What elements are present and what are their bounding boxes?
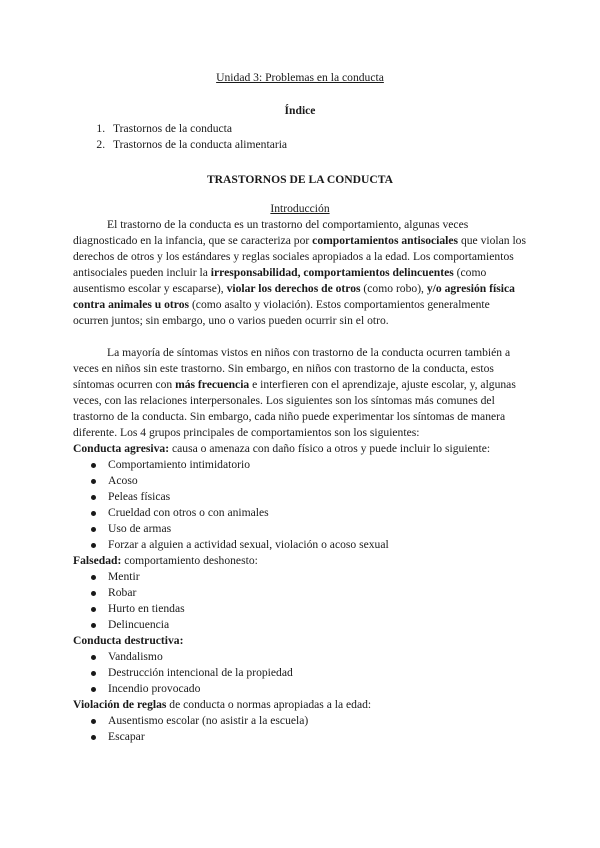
group-label: Conducta agresiva: xyxy=(73,442,170,455)
text-span: (como ausentismo escolar y escaparse), xyxy=(73,266,487,295)
list-item: Crueldad con otros o con animales xyxy=(108,505,527,521)
text-span: (como robo), xyxy=(360,282,427,295)
group-label: Violación de reglas xyxy=(73,698,167,711)
list-item: Delincuencia xyxy=(108,617,527,633)
list-item: Mentir xyxy=(108,569,527,585)
intro-paragraph xyxy=(73,217,527,329)
list-item: Escapar xyxy=(108,729,527,745)
bold-term: comportamientos antisociales xyxy=(312,234,459,247)
list-item: Comportamiento intimidatorio xyxy=(108,457,527,473)
text-span: El trastorno de la conducta es un trastorno del comportamiento, algunas veces diagnosticado en la infancia, que se caracteriza por xyxy=(73,218,469,247)
index-heading: Índice xyxy=(284,104,316,117)
list-item: Incendio provocado xyxy=(108,681,527,697)
bold-term: irresponsabilidad, comportamientos delincuentes xyxy=(210,266,454,279)
list-item: Acoso xyxy=(108,473,527,489)
list-item: Forzar a alguien a actividad sexual, violación o acoso sexual xyxy=(108,537,527,553)
symptoms-paragraph xyxy=(73,345,527,441)
text-span: (como asalto y violación). Estos comportamientos generalmente ocurren juntos; sin embargo, uno o varios pueden ocurrir sin el otro. xyxy=(73,298,490,327)
group-desc: comportamiento deshonesto: xyxy=(121,554,258,567)
intro-heading: Introducción xyxy=(270,202,330,215)
group-desc: causa o amenaza con daño físico a otros y puede incluir lo siguiente: xyxy=(169,442,491,455)
index-item: 1. Trastornos de la conducta xyxy=(108,121,527,137)
group-desc: de conducta o normas apropiadas a la edad: xyxy=(166,698,372,711)
bold-term: más frecuencia xyxy=(175,378,250,391)
group-heading-destructive xyxy=(73,633,527,649)
unit-title: Unidad 3: Problemas en la conducta xyxy=(216,71,384,84)
rules-list xyxy=(73,713,527,745)
index-item: 2. Trastornos de la conducta alimentaria xyxy=(108,137,527,153)
index-list xyxy=(73,121,527,153)
aggressive-list xyxy=(73,457,527,553)
group-heading-deceit xyxy=(73,553,527,569)
destructive-list xyxy=(73,649,527,697)
text-span: La mayoría de síntomas vistos en niños con trastorno de la conducta ocurren también a veces en niños sin este trastorno. Sin embargo, en niños con trastorno de la conducta, estos síntomas ocurren con xyxy=(73,346,511,391)
list-item: Vandalismo xyxy=(108,649,527,665)
bold-term: y/o agresión física contra animales u otros xyxy=(73,282,515,311)
list-item: Peleas físicas xyxy=(108,489,527,505)
list-item: Hurto en tiendas xyxy=(108,601,527,617)
list-item: Uso de armas xyxy=(108,521,527,537)
list-item: Robar xyxy=(108,585,527,601)
text-span: e interfieren con el aprendizaje, ajuste escolar, y, algunas veces, con las relaciones interpersonales. Los siguientes son los síntomas más comunes del trastorno de la conducta. Sin embargo, cada niño puede experimentar los síntomas de manera diferente. Los 4 grupos principales de comportamientos son los siguientes: xyxy=(73,378,516,439)
group-heading-rules xyxy=(73,697,527,713)
section-title: TRASTORNOS DE LA CONDUCTA xyxy=(206,173,394,186)
deceit-list xyxy=(73,569,527,633)
group-label: Falsedad: xyxy=(73,554,122,567)
bold-term: violar los derechos de otros xyxy=(226,282,361,295)
list-item: Ausentismo escolar (no asistir a la escuela) xyxy=(108,713,527,729)
paragraph-spacer xyxy=(73,329,527,345)
group-label: Conducta destructiva: xyxy=(73,634,184,647)
group-heading-aggressive xyxy=(73,441,527,457)
text-span: que violan los derechos de otros y los estándares y reglas sociales apropiados a la edad. Los comportamientos antisociales pueden incluir la xyxy=(73,234,526,279)
list-item: Destrucción intencional de la propiedad xyxy=(108,665,527,681)
